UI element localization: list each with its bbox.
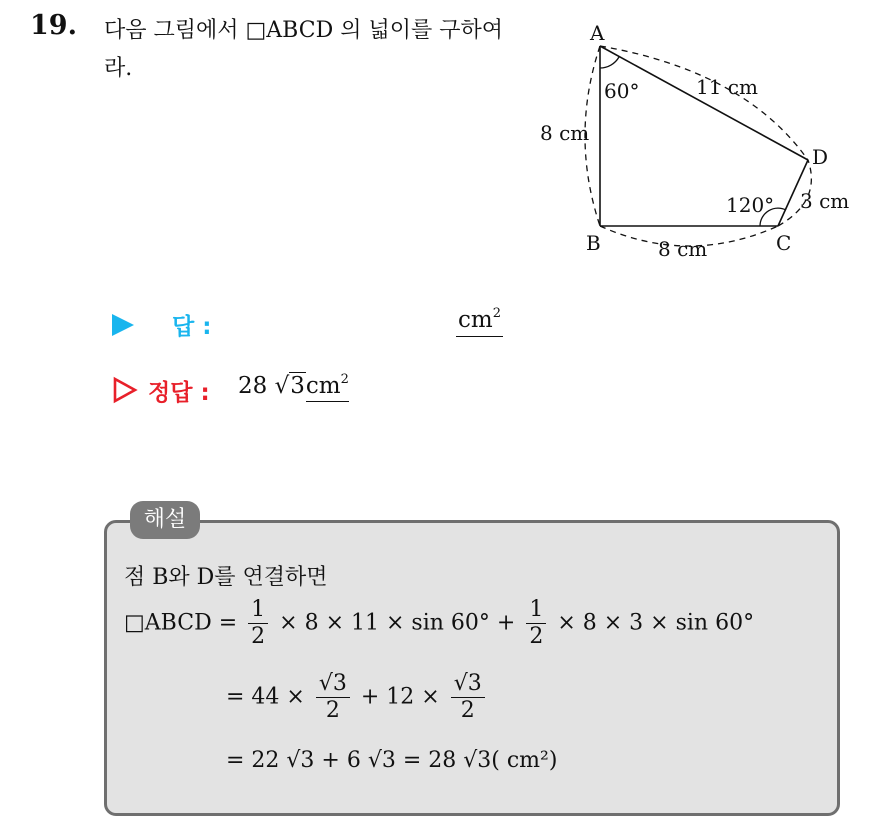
label-vertex-c: C xyxy=(776,231,792,255)
solution-line-2 xyxy=(124,598,754,649)
answer-blank-unit[interactable] xyxy=(456,306,503,337)
question-number: 19. xyxy=(30,10,77,41)
quadrilateral-figure xyxy=(530,16,860,266)
solution-tab: 해설 xyxy=(130,501,200,539)
correct-sqrt: √3 xyxy=(274,373,305,399)
frac-num: 1 xyxy=(526,598,546,624)
correct-unit-wrap xyxy=(306,373,349,402)
frac-num-sqrt3: √3 xyxy=(316,672,350,698)
label-side-bc: 8 cm xyxy=(658,237,708,261)
frac-den-two: 2 xyxy=(325,698,340,723)
fraction-sqrt3-over-2-a xyxy=(316,672,350,723)
correct-label: 정답 : xyxy=(148,380,210,406)
answer-unit: cm xyxy=(458,307,493,333)
label-vertex-b: B xyxy=(586,231,601,255)
frac-den: 2 xyxy=(529,624,544,649)
correct-unit: cm xyxy=(305,373,341,399)
fraction-half-2 xyxy=(526,598,546,649)
fraction-sqrt3-over-2-b xyxy=(451,672,485,723)
solution-line-3 xyxy=(226,672,489,723)
label-vertex-a: A xyxy=(590,21,605,45)
solution-line-2-lhs: □ABCD = xyxy=(124,610,238,636)
correct-row xyxy=(108,370,628,416)
solution-line-1: 점 B와 D를 연결하면 xyxy=(124,565,328,590)
answer-row xyxy=(108,304,628,350)
solution-line-3-a: = 44 × xyxy=(226,684,305,710)
correct-radicand: 3 xyxy=(290,373,305,399)
label-angle-a: 60° xyxy=(604,79,640,103)
edge-da xyxy=(600,46,808,160)
solution-line-3-b: + 12 × xyxy=(360,684,440,710)
frac-den-two: 2 xyxy=(460,698,475,723)
outline-triangle-icon xyxy=(112,376,138,404)
label-side-ad: 11 cm xyxy=(696,75,758,99)
label-side-cd: 3 cm xyxy=(800,189,850,213)
frac-num: 1 xyxy=(248,598,268,624)
question-text: 다음 그림에서 □ABCD 의 넓이를 구하여라. xyxy=(104,18,503,81)
solution-line-4: = 22 √3 + 6 √3 = 28 √3( cm²) xyxy=(226,748,558,773)
frac-den: 2 xyxy=(251,624,266,649)
fraction-half-1 xyxy=(248,598,268,649)
label-side-ab: 8 cm xyxy=(540,121,590,145)
frac-num-sqrt3: √3 xyxy=(451,672,485,698)
label-vertex-d: D xyxy=(812,145,829,169)
correct-coef: 28 xyxy=(238,373,275,399)
answer-label: 답 : xyxy=(172,314,212,340)
play-triangle-icon xyxy=(112,314,134,336)
angle-arc-a xyxy=(600,57,619,68)
correct-unit-exp: 2 xyxy=(340,372,349,387)
solution-line-2-part2: × 8 × 3 × sin 60° xyxy=(557,610,755,636)
label-angle-c: 120° xyxy=(726,193,775,217)
solution-line-2-part1: × 8 × 11 × sin 60° + xyxy=(279,610,516,636)
correct-value xyxy=(238,372,349,399)
answer-unit-exp: 2 xyxy=(492,306,501,321)
